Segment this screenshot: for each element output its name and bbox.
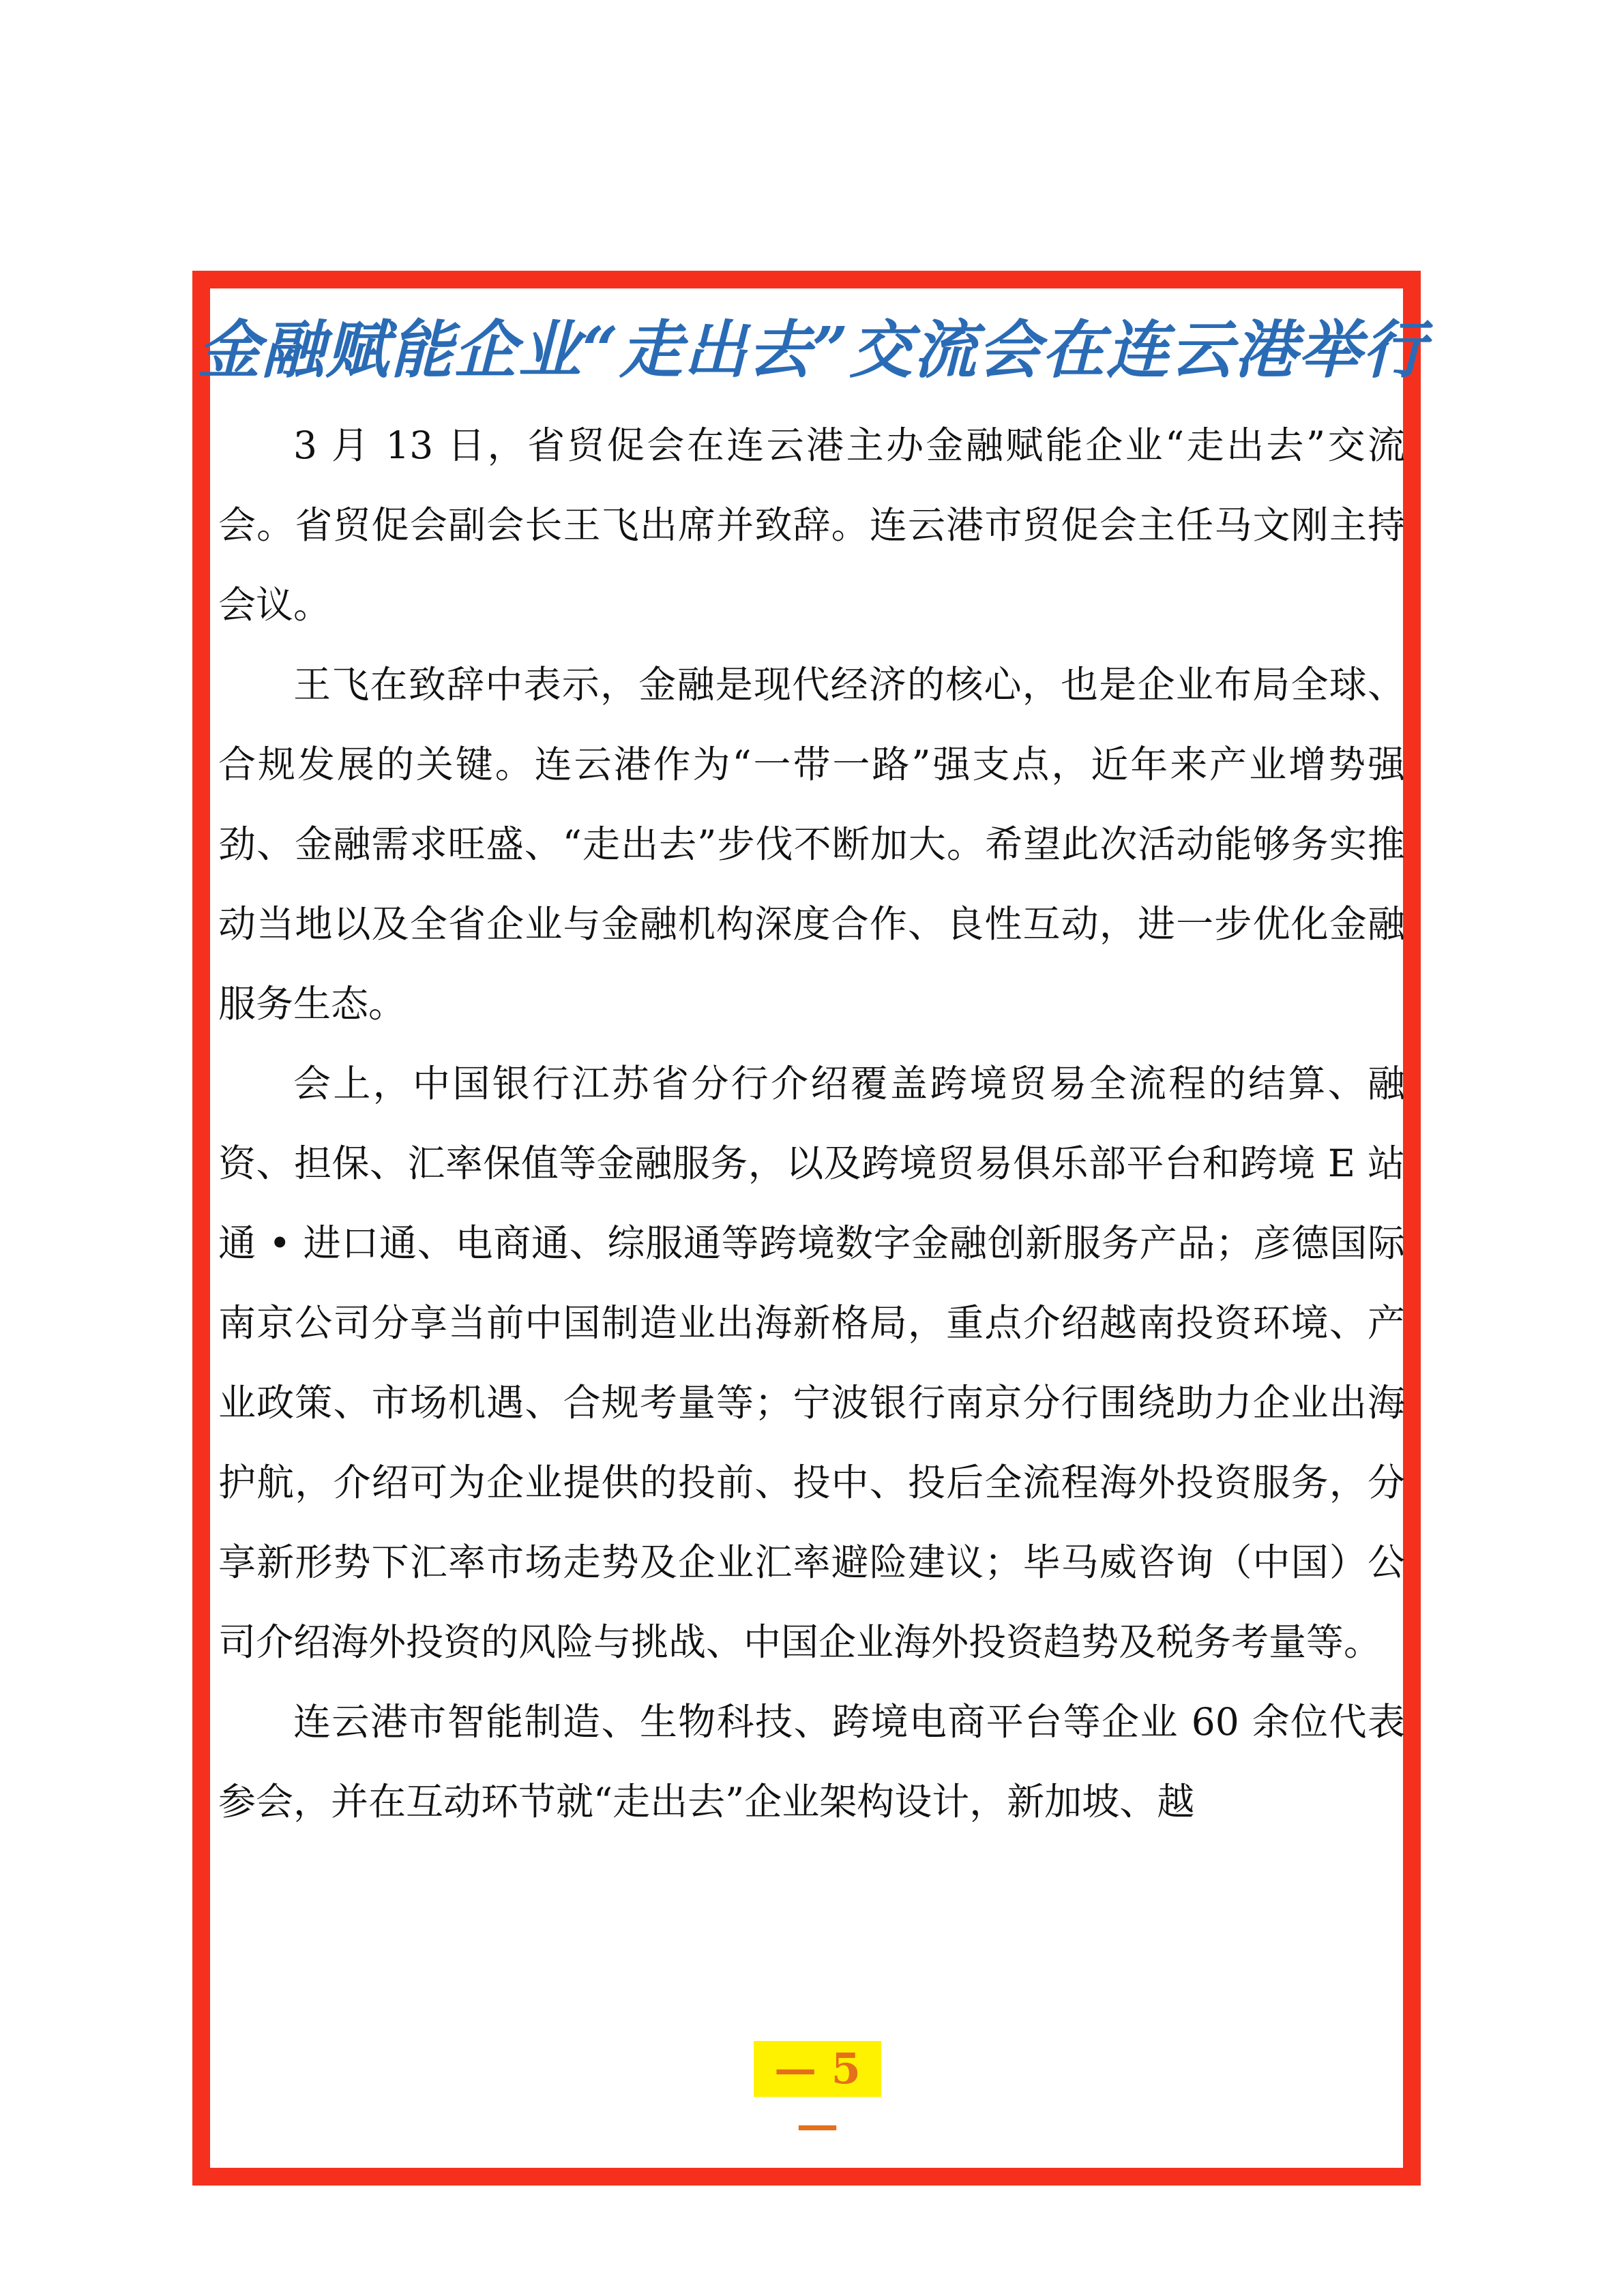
article-body [218, 406, 1405, 1842]
page-number: — 5 — [754, 2041, 881, 2097]
paragraph-4: 连云港市智能制造、生物科技、跨境电商平台等企业 60 余位代表参会，并在互动环节就“走出去”企业架构设计，新加坡、越 [218, 1700, 1405, 1823]
paragraph-1: 3 月 13 日，省贸促会在连云港主办金融赋能企业“走出去”交流会。省贸促会副会长王飞出席并致辞。连云港市贸促会主任马文刚主持会议。 [218, 423, 1405, 627]
paragraph-3: 会上，中国银行江苏省分行介绍覆盖跨境贸易全流程的结算、融资、担保、汇率保值等金融服务，以及跨境贸易俱乐部平台和跨境 E 站通 • 进口通、电商通、综服通等跨境数字金融创新服务产品；彦德国际南京公司分享当前中国制造业出海新格局，重点介绍越南投资环境、产业政策、市场机遇、合规考量等；宁波银行南京分行围绕助力企业出海护航，介绍可为企业提供的投前、投中、投后全流程海外投资服务，分享新形势下汇率市场走势及企业汇率避险建议；毕马威咨询（中国）公司介绍海外投资的风险与挑战、中国企业海外投资趋势及税务考量等。 [218, 1062, 1405, 1664]
article-title: 金融赋能企业“走出去”交流会在连云港举行 [197, 313, 1427, 387]
paragraph-2: 王飞在致辞中表示，金融是现代经济的核心，也是企业布局全球、合规发展的关键。连云港作为“一带一路”强支点，近年来产业增势强劲、金融需求旺盛、“走出去”步伐不断加大。希望此次活动能够务实推动当地以及全省企业与金融机构深度合作、良性互动，进一步优化金融服务生态。 [218, 663, 1405, 1026]
